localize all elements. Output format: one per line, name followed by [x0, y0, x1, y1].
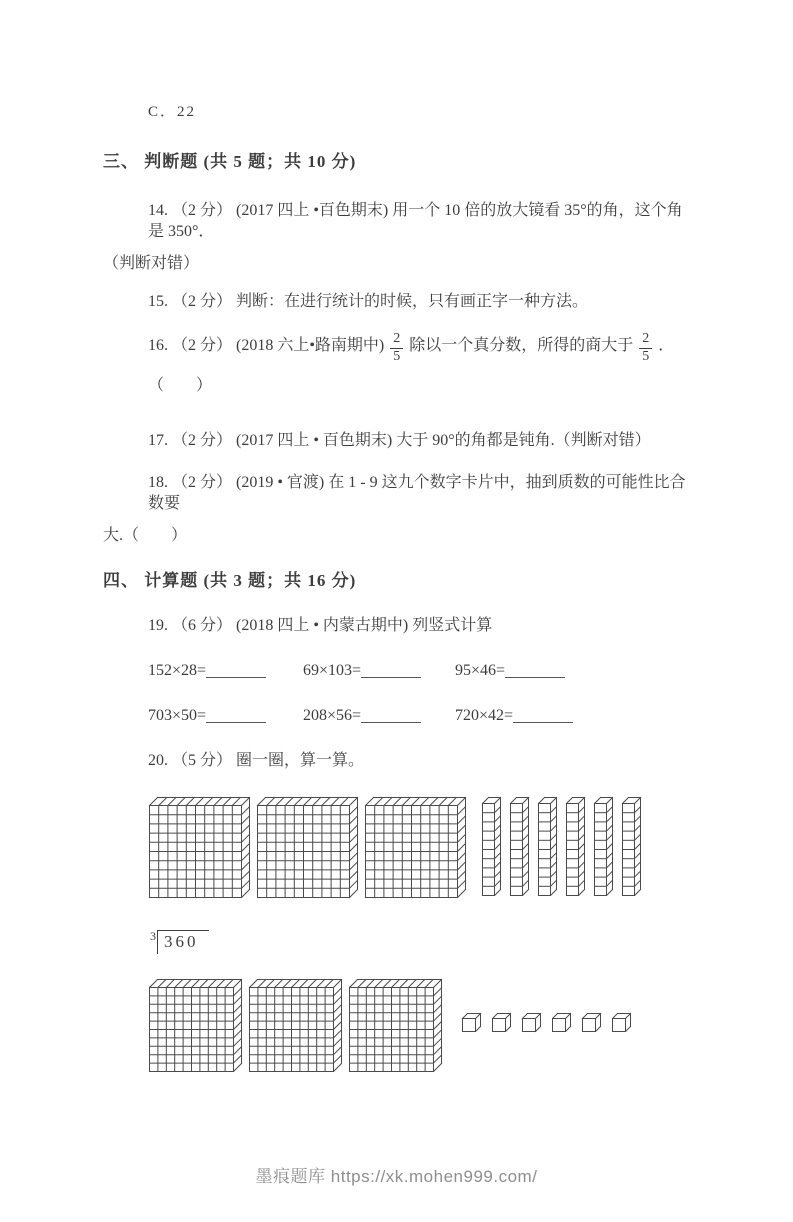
- hundred-flat-block: [364, 796, 467, 899]
- question-16-suffix: ．（ ）: [148, 337, 675, 394]
- ten-rod-block: [481, 796, 502, 897]
- section-4-heading: 四、 计算题 (共 3 题；共 16 分): [103, 571, 357, 590]
- choice-option-c: C．22: [148, 104, 197, 120]
- unit-cube-block: [551, 1012, 572, 1033]
- hundred-flat-block: [148, 796, 251, 899]
- fraction-denominator: 5: [642, 349, 650, 364]
- multiplication-row-1: [103, 660, 698, 681]
- fraction-two-fifths: [390, 332, 403, 364]
- ten-rod-block: [509, 796, 530, 897]
- base-ten-image-1: [103, 796, 698, 899]
- mul-problem: [455, 705, 573, 726]
- hundred-flat-block: [256, 796, 359, 899]
- mul-expression: 95×46=: [455, 662, 506, 679]
- question-16: [103, 326, 698, 406]
- answer-blank: [361, 664, 421, 678]
- division-divisor: 3: [150, 929, 156, 943]
- unit-cube-block: [461, 1012, 482, 1033]
- question-20: 20. （5 分） 圈一圈，算一算。: [148, 752, 365, 769]
- mul-expression: 69×103=: [303, 662, 362, 679]
- fraction-two-fifths: [639, 332, 652, 364]
- ten-rod-block: [621, 796, 642, 897]
- mul-problem: [455, 660, 565, 681]
- base-ten-image-2: [103, 978, 698, 1073]
- question-17: 17. （2 分） (2017 四上 • 百色期末) 大于 90°的角都是钝角.（判断对错）: [148, 432, 651, 449]
- question-16-prefix: 16. （2 分） (2018 六上•路南期中): [148, 337, 385, 354]
- hundred-flat-block: [348, 978, 443, 1073]
- mul-problem: [148, 660, 303, 681]
- hundred-flats-group: [148, 978, 443, 1073]
- question-16-middle: 除以一个真分数，所得的商大于: [409, 337, 634, 354]
- ten-rod-block: [565, 796, 586, 897]
- hundred-flat-block: [148, 978, 243, 1073]
- mul-expression: 208×56=: [303, 707, 362, 724]
- mul-expression: 720×42=: [455, 707, 514, 724]
- division-dividend: 360: [157, 930, 209, 954]
- fraction-denominator: 5: [393, 349, 401, 364]
- question-15: 15. （2 分） 判断：在进行统计的时候，只有画正字一种方法。: [148, 293, 589, 310]
- ten-rod-block: [537, 796, 558, 897]
- fraction-numerator: 2: [639, 332, 652, 349]
- unit-cube-block: [581, 1012, 602, 1033]
- footer-watermark: 墨痕题库 https://xk.mohen999.com/: [255, 1167, 538, 1186]
- unit-cubes-group: [461, 1012, 632, 1033]
- unit-cube-block: [611, 1012, 632, 1033]
- answer-blank: [505, 664, 565, 678]
- answer-blank: [361, 709, 421, 723]
- question-18-line1: 18. （2 分） (2019 • 官渡) 在 1 - 9 这九个数字卡片中，抽到质数的可能性比合数要: [148, 474, 686, 512]
- question-19: 19. （6 分） (2018 四上 • 内蒙古期中) 列竖式计算: [148, 617, 493, 634]
- mul-problem: [148, 705, 303, 726]
- mul-expression: 703×50=: [148, 707, 207, 724]
- unit-cube-block: [521, 1012, 542, 1033]
- ten-rod-block: [593, 796, 614, 897]
- fraction-numerator: 2: [390, 332, 403, 349]
- question-14-line1: 14. （2 分） (2017 四上 •百色期末) 用一个 10 倍的放大镜看 35°的角，这个角是 350°．: [148, 202, 683, 240]
- section-3-heading: 三、 判断题 (共 5 题；共 10 分): [103, 152, 357, 171]
- mul-problem: [303, 660, 455, 681]
- unit-cube-block: [491, 1012, 512, 1033]
- document-page: [0, 100, 793, 1222]
- answer-blank: [513, 709, 573, 723]
- answer-blank: [206, 709, 266, 723]
- hundred-flat-block: [248, 978, 343, 1073]
- long-division: [103, 929, 698, 954]
- ten-rods-group: [481, 796, 642, 897]
- question-14-line2: （判断对错）: [103, 255, 200, 272]
- exam-sheet: [0, 100, 793, 1073]
- hundred-flats-group: [148, 796, 467, 899]
- multiplication-row-2: [103, 705, 698, 726]
- mul-problem: [303, 705, 455, 726]
- answer-blank: [206, 664, 266, 678]
- mul-expression: 152×28=: [148, 662, 207, 679]
- question-18-line2: 大.（ ）: [103, 527, 188, 544]
